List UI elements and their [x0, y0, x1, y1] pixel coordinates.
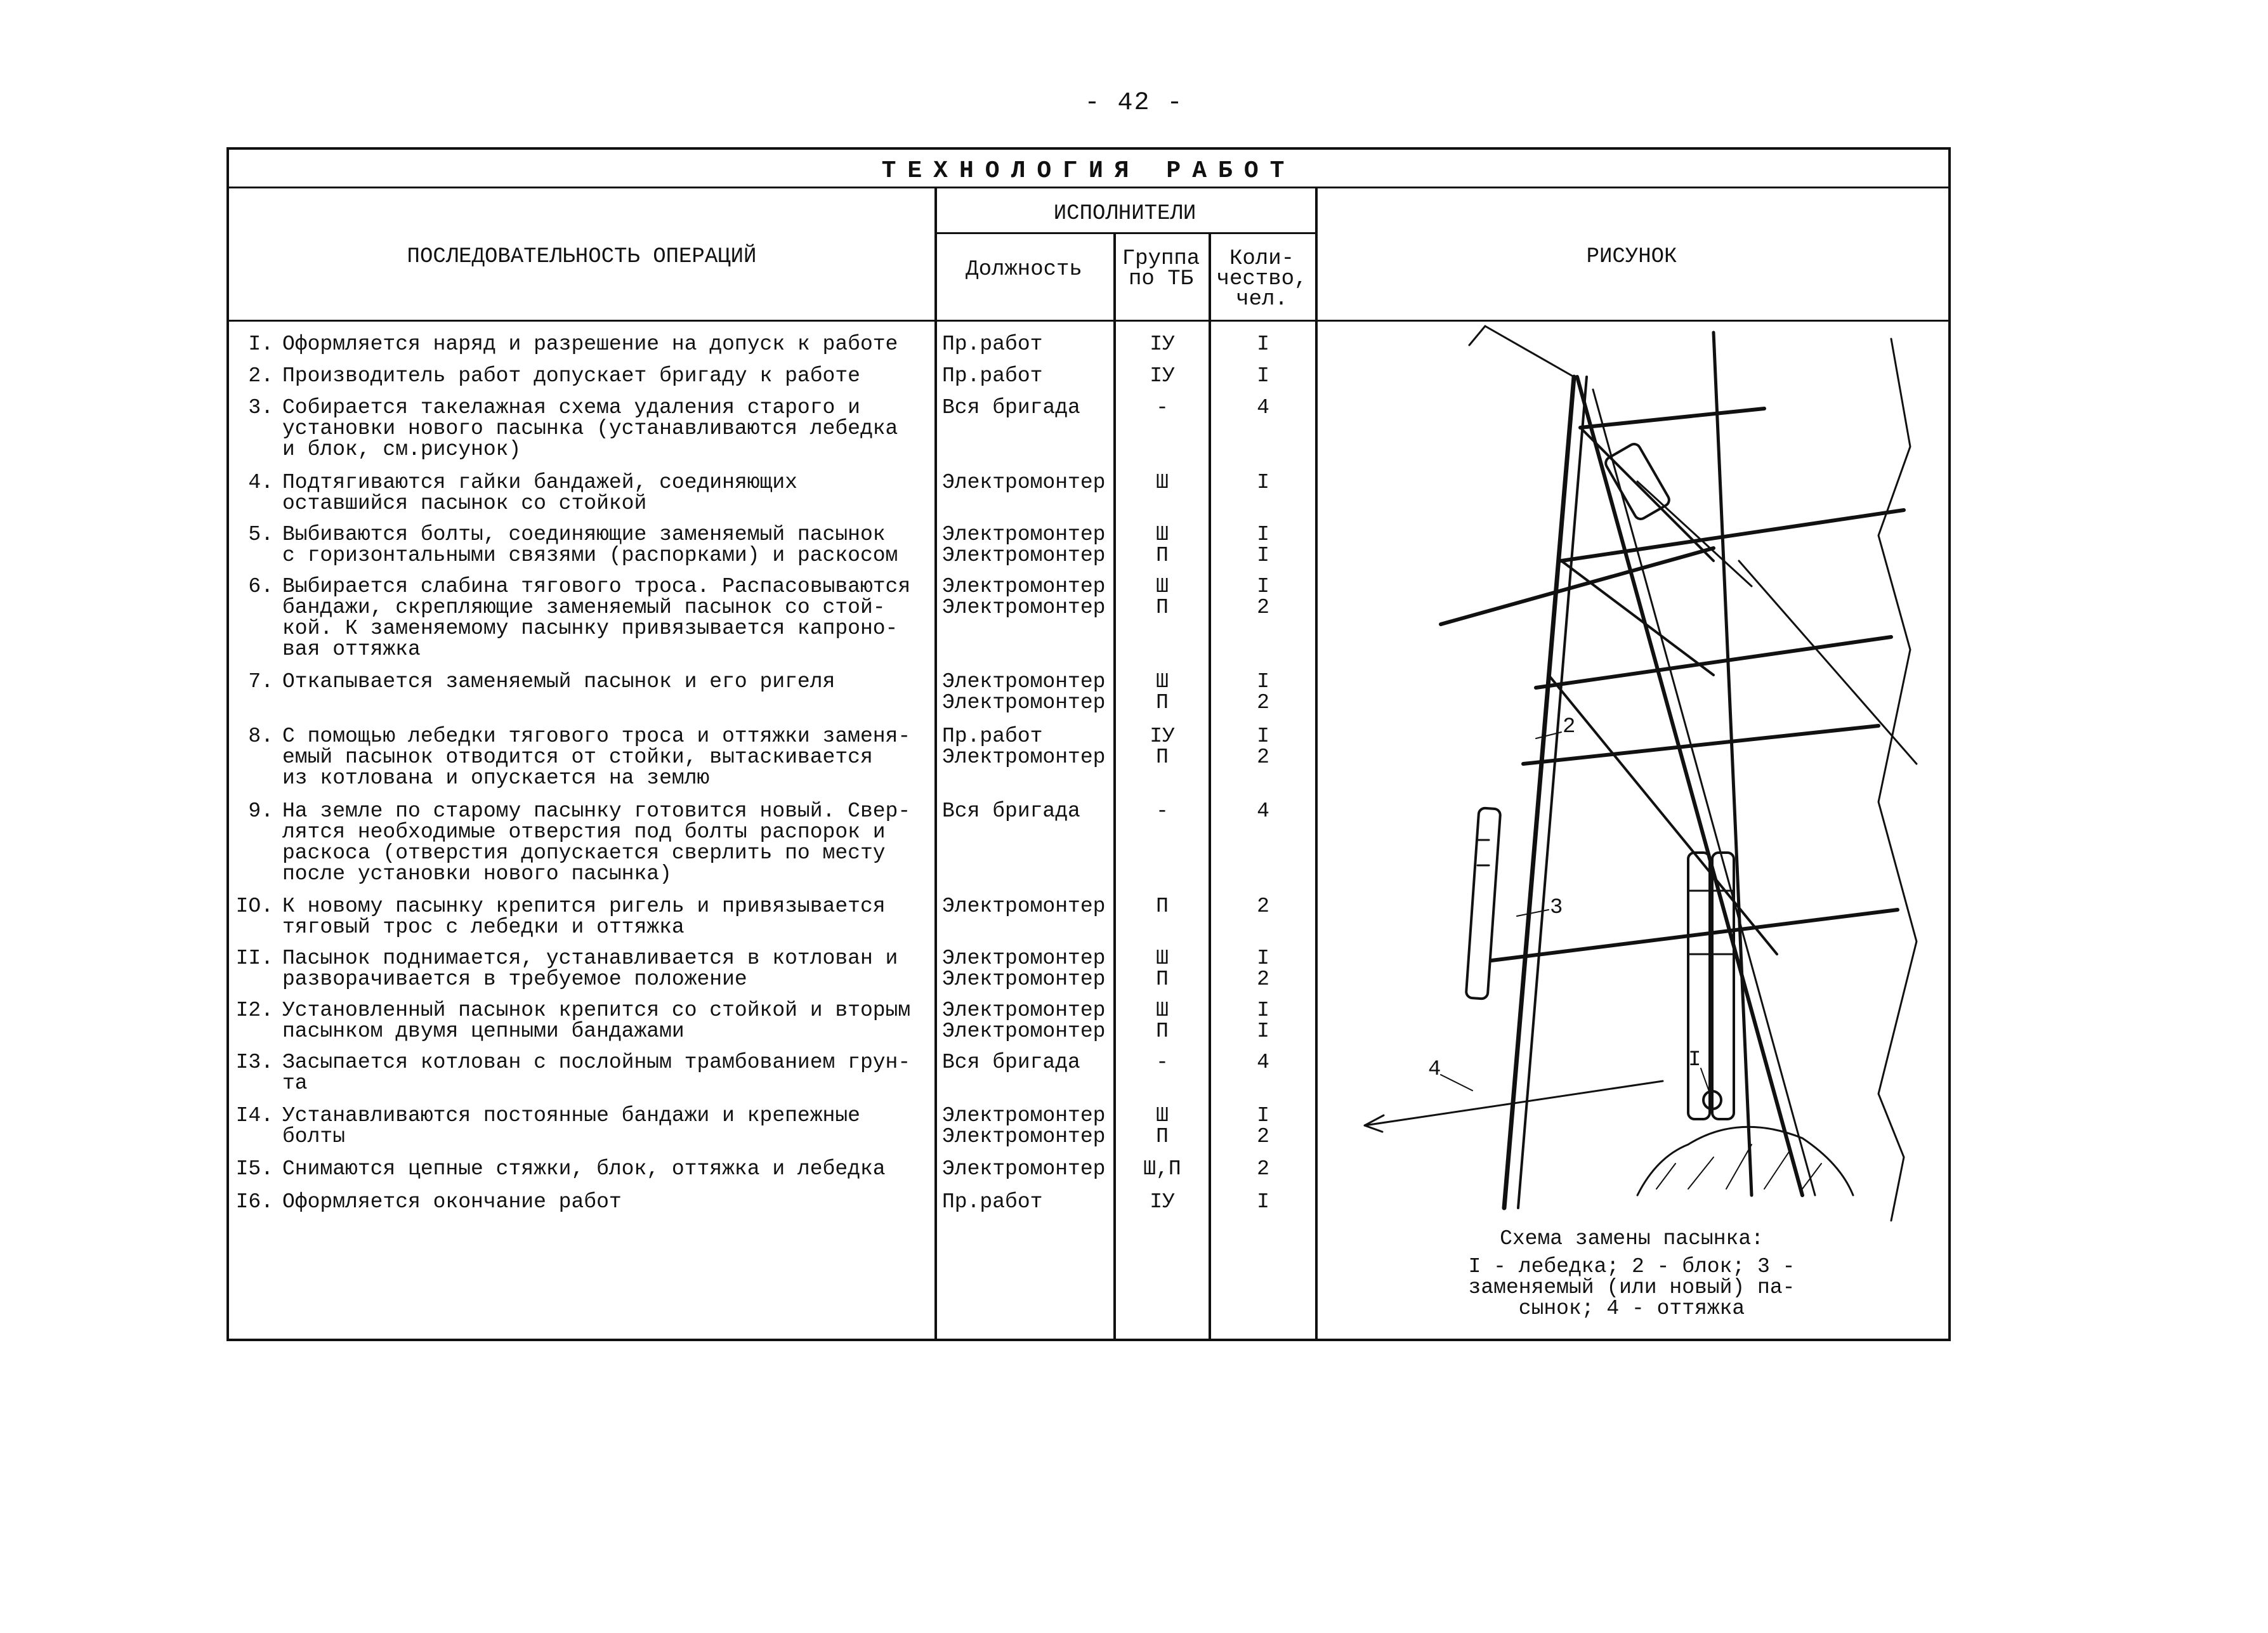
position-cell: Электромонтер Электромонтер	[942, 575, 1106, 619]
label-leader-4	[1441, 1075, 1472, 1091]
header-count-line3: чел.	[1236, 287, 1288, 312]
count-cell: 2	[1257, 895, 1269, 918]
operation-row	[229, 334, 921, 355]
ground-mound	[1637, 1127, 1853, 1195]
op-text: Засыпается котлован с послойным трамбованием грун- та	[282, 1051, 911, 1095]
count-cell: 4	[1257, 1051, 1269, 1074]
operation-row	[229, 576, 921, 660]
count-cell: I	[1257, 364, 1269, 388]
op-number: I5.	[235, 1157, 273, 1181]
group-cell: Ш П	[1156, 575, 1169, 619]
op-text: С помощью лебедки тягового троса и оттяжки заменя- емый пасынок отводится от стойки, вытаскивается из котлована и опускается на землю	[282, 725, 911, 790]
brace	[1549, 675, 1777, 954]
op-number: I6.	[235, 1190, 273, 1214]
position-cell: Электромонтер	[942, 895, 1106, 918]
operation-row	[229, 1105, 921, 1147]
col-divider-ops	[934, 187, 937, 1339]
operation-row	[229, 1052, 921, 1094]
operation-row	[229, 1191, 921, 1212]
performers-divider	[934, 232, 1315, 234]
op-number: I3.	[235, 1051, 273, 1074]
op-text: Оформляется окончание работ	[282, 1190, 622, 1214]
cross-arm	[1580, 409, 1764, 428]
op-number: 5.	[248, 523, 273, 546]
title-divider	[229, 187, 1948, 188]
position-cell: Пр.работ	[942, 332, 1043, 356]
contour-line	[1878, 339, 1917, 1221]
op-number: 3.	[248, 396, 273, 419]
op-number: I4.	[235, 1104, 273, 1127]
op-number: 7.	[248, 670, 273, 693]
header-count-line2: чество,	[1216, 267, 1308, 291]
count-cell: I 2	[1257, 1104, 1269, 1148]
count-cell: 2	[1257, 1157, 1269, 1181]
main-stand-edge	[1518, 377, 1587, 1208]
diagonal-leg	[1577, 377, 1802, 1195]
page-number: - 42 -	[1084, 89, 1184, 117]
position-cell: Пр.работ	[942, 364, 1043, 388]
position-cell: Электромонтер	[942, 471, 1106, 494]
group-cell: П	[1156, 895, 1169, 918]
position-cell: Электромонтер Электромонтер	[942, 1104, 1106, 1148]
op-number: 4.	[248, 471, 273, 494]
figure-caption-body: I - лебедка; 2 - блок; 3 - заменяемый (или новый) па- сынок; 4 - оттяжка	[1468, 1255, 1795, 1320]
op-text: Откапывается заменяемый пасынок и его ригеля	[282, 670, 836, 693]
group-cell: Ш П	[1156, 947, 1169, 991]
operation-row	[229, 671, 921, 692]
third-pasynok	[1712, 853, 1734, 1119]
label-3: 3	[1550, 896, 1563, 920]
position-cell: Электромонтер	[942, 1157, 1106, 1181]
op-text: Производитель работ допускает бригаду к работе	[282, 364, 860, 388]
op-text: Пасынок поднимается, устанавливается в котлован и разворачивается в требуемое положение	[282, 947, 898, 991]
group-cell: -	[1156, 396, 1169, 419]
op-number: 2.	[248, 364, 273, 388]
header-performers: ИСПОЛНИТЕЛИ	[1053, 202, 1196, 226]
op-text: Оформляется наряд и разрешение на допуск к работе	[282, 332, 898, 356]
position-cell: Вся бригада	[942, 799, 1080, 823]
op-text: Подтягиваются гайки бандажей, соединяющих оставшийся пасынок со стойкой	[282, 471, 810, 515]
brace	[1580, 428, 1714, 561]
header-count	[1209, 249, 1315, 310]
position-cell: Пр.работ	[942, 1190, 1043, 1214]
op-text: К новому пасынку крепится ригель и привязывается тяговый трос с лебедки и оттяжка	[282, 895, 886, 939]
count-cell: 4	[1257, 396, 1269, 419]
op-text: Выбиваются болты, соединяющие заменяемый пасынок с горизонтальными связями (распорками) и раскосом	[282, 523, 898, 567]
position-cell: Электромонтер Электромонтер	[942, 999, 1106, 1043]
position-cell: Пр.работ Электромонтер	[942, 725, 1106, 769]
replaceable-pasynok	[1466, 808, 1501, 999]
cable	[1485, 326, 1574, 377]
operation-row	[229, 524, 921, 566]
op-text: На земле по старому пасынку готовится новый. Свер- лятся необходимые отверстия под болты распорок и раскоса (отверстия допускается сверлить по месту после установки нового пасынка)	[282, 799, 911, 886]
group-cell: Ш П	[1156, 523, 1169, 567]
header-group-line1: Группа	[1122, 247, 1200, 271]
label-2: 2	[1563, 715, 1576, 739]
work-technology-table	[226, 147, 1951, 1341]
group-cell: Ш	[1156, 471, 1169, 494]
count-cell: 4	[1257, 799, 1269, 823]
label-4: 4	[1428, 1058, 1441, 1082]
op-text: Устанавливаются постоянные бандажи и крепежные болты	[282, 1104, 860, 1148]
group-cell: Ш П	[1156, 999, 1169, 1043]
operation-row	[229, 1158, 921, 1179]
brace	[1739, 561, 1917, 764]
count-cell: I	[1257, 471, 1269, 494]
op-number: 8.	[248, 725, 273, 748]
op-text: Выбирается слабина тягового троса. Распасовываются бандажи, скрепляющие заменяемый пасынок со стой- кой. К заменяемому пасынку привязывается капроно- вая оттяжка	[282, 575, 911, 661]
col-divider-count	[1315, 187, 1318, 1339]
group-cell: IУ	[1150, 1190, 1175, 1214]
operation-row	[229, 801, 921, 884]
pasynok-replacement-diagram	[1358, 320, 1942, 1233]
count-cell: I	[1257, 332, 1269, 356]
op-text: Снимаются цепные стяжки, блок, оттяжка и лебедка	[282, 1157, 886, 1181]
count-cell: I 2	[1257, 670, 1269, 714]
op-number: I2.	[235, 999, 273, 1022]
header-position: Должность	[966, 258, 1082, 282]
header-operations: ПОСЛЕДОВАТЕЛЬНОСТЬ ОПЕРАЦИЙ	[407, 245, 757, 269]
table-title: ТЕХНОЛОГИЯ РАБОТ	[881, 157, 1296, 185]
cable-hook	[1469, 326, 1485, 345]
operation-row	[229, 948, 921, 990]
operation-row	[229, 1000, 921, 1042]
group-cell: -	[1156, 799, 1169, 823]
op-number: IO.	[235, 895, 273, 918]
position-cell: Вся бригада	[942, 396, 1080, 419]
group-cell: Ш,П	[1143, 1157, 1181, 1181]
operation-row	[229, 397, 921, 460]
header-group	[1113, 249, 1209, 289]
header-group-line2: по ТБ	[1128, 267, 1194, 291]
count-cell: I	[1257, 1190, 1269, 1214]
operation-row	[229, 472, 921, 514]
cross-arm	[1536, 637, 1891, 688]
position-cell: Электромонтер Электромонтер	[942, 947, 1106, 991]
op-number: 6.	[248, 575, 273, 598]
count-cell: I 2	[1257, 947, 1269, 991]
ground-hatching	[1656, 1144, 1821, 1189]
header-count-line1: Коли-	[1229, 247, 1295, 271]
diagonal-leg-edge	[1593, 390, 1815, 1195]
label-1: I	[1688, 1048, 1701, 1072]
position-cell: Вся бригада	[942, 1051, 1080, 1074]
operation-row	[229, 726, 921, 789]
op-number: I.	[248, 332, 273, 356]
figure-caption-title: Схема замены пасынка:	[1500, 1227, 1764, 1250]
group-cell: Ш П	[1156, 670, 1169, 714]
count-cell: I 2	[1257, 575, 1269, 619]
label-leader-3	[1517, 910, 1549, 916]
group-cell: Ш П	[1156, 1104, 1169, 1148]
op-text: Собирается такелажная схема удаления старого и установки нового пасынка (устанавливаются лебедка и блок, см.рисунок)	[282, 396, 898, 461]
cross-arm	[1523, 726, 1878, 764]
count-cell: I 2	[1257, 725, 1269, 769]
group-cell: IУ	[1150, 364, 1175, 388]
count-cell: I I	[1257, 999, 1269, 1043]
count-cell: I I	[1257, 523, 1269, 567]
group-cell: IУ П	[1150, 725, 1175, 769]
position-cell: Электромонтер Электромонтер	[942, 523, 1106, 567]
cross-arm	[1561, 510, 1904, 561]
operation-row	[229, 365, 921, 386]
position-cell: Электромонтер Электромонтер	[942, 670, 1106, 714]
main-stand	[1504, 377, 1574, 1208]
group-cell: IУ	[1150, 332, 1175, 356]
operation-row	[229, 896, 921, 938]
second-pasynok	[1688, 853, 1710, 1119]
group-cell: -	[1156, 1051, 1169, 1074]
header-figure: РИСУНОК	[1586, 245, 1677, 269]
op-text: Установленный пасынок крепится со стойкой и вторым пасынком двумя цепными бандажами	[282, 999, 911, 1043]
brace	[1561, 561, 1714, 675]
op-number: II.	[235, 947, 273, 970]
op-number: 9.	[248, 799, 273, 823]
